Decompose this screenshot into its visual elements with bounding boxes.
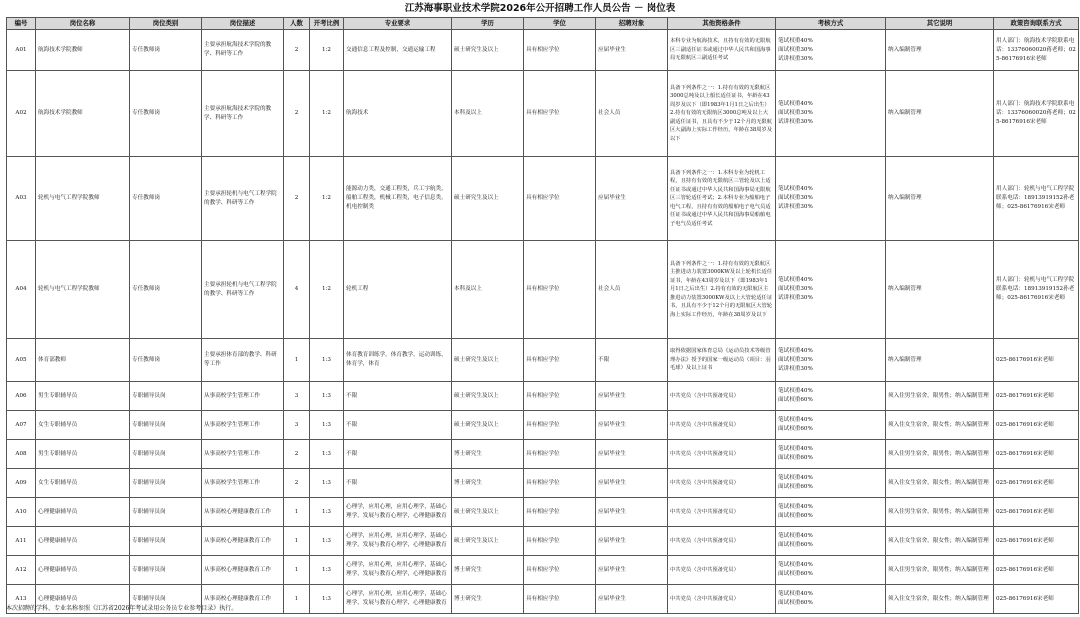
cell-name: 女生专职辅导员 [36, 411, 130, 440]
cell-target: 应届毕业生 [596, 30, 668, 71]
cell-note: 须入住男生宿舍，限男性；纳入编制管理 [886, 556, 994, 585]
cell-exam: 笔试权重40% 面试权重60% [776, 498, 886, 527]
cell-name: 心理健康辅导员 [36, 527, 130, 556]
cell-desc: 主要承担体育部的教学、科研等工作 [202, 339, 284, 382]
cell-other: 中共党员（含中共预备党员） [668, 411, 776, 440]
cell-degree: 具有相应学位 [524, 527, 596, 556]
cell-note: 纳入编制管理 [886, 157, 994, 241]
cell-edu: 硕士研究生及以上 [452, 157, 524, 241]
cell-contact: 025-86176916宋老师 [994, 527, 1079, 556]
cell-id: A01 [7, 30, 36, 71]
column-header: 其他资格条件 [668, 18, 776, 30]
cell-id: A02 [7, 71, 36, 157]
cell-major: 不限 [344, 440, 452, 469]
column-header: 其它说明 [886, 18, 994, 30]
cell-other: 中共党员（含中共预备党员） [668, 469, 776, 498]
cell-other: 取得依据国家体育总局《运动员技术等级管理办法》授予的国家一级运动员（项目：羽毛球）及以上证书 [668, 339, 776, 382]
cell-target: 应届毕业生 [596, 585, 668, 614]
cell-exam: 笔试权重40% 面试权重60% [776, 469, 886, 498]
column-header: 专业要求 [344, 18, 452, 30]
cell-edu: 硕士研究生及以上 [452, 339, 524, 382]
cell-desc: 从事高校学生管理工作 [202, 382, 284, 411]
table-row [7, 241, 1079, 339]
cell-contact: 025-86176916宋老师 [994, 411, 1079, 440]
cell-id: A10 [7, 498, 36, 527]
cell-category: 专职辅导员岗 [130, 527, 202, 556]
cell-degree: 具有相应学位 [524, 241, 596, 339]
table-row [7, 339, 1079, 382]
cell-exam: 笔试权重40% 面试权重60% [776, 382, 886, 411]
cell-edu: 博士研究生 [452, 585, 524, 614]
cell-other: 具备下列条件之一：1.持有有效的无限航区主推进动力装置3000KW及以上轮机长适任证书，年龄在43周岁及以下（即1983年1月1日之后出生）2.持有有效的无限航区主推进动力装置3000KW及以上大管轮适任证书，且具有不少于12个月的无限航区大管轮海上实际工作经历，年龄在38周岁及以下 [668, 241, 776, 339]
cell-count: 1 [284, 339, 310, 382]
cell-contact: 025-86176916宋老师 [994, 382, 1079, 411]
cell-target: 社会人员 [596, 241, 668, 339]
cell-major: 能源动力类，交通工程类，兵工字航类，船舶工程类，机械工程类，电子信息类，机电控制类 [344, 157, 452, 241]
cell-contact: 025-86176916宋老师 [994, 339, 1079, 382]
column-header: 岗位描述 [202, 18, 284, 30]
cell-note: 纳入编制管理 [886, 339, 994, 382]
table-body [7, 30, 1079, 614]
cell-name: 女生专职辅导员 [36, 469, 130, 498]
cell-category: 专任教师岗 [130, 157, 202, 241]
column-header: 编号 [7, 18, 36, 30]
cell-id: A13 [7, 585, 36, 614]
cell-count: 2 [284, 30, 310, 71]
cell-id: A07 [7, 411, 36, 440]
cell-contact: 用人部门：轮机与电气工程学院联系电话：18913919152孙老师；025-86176916宋老师 [994, 241, 1079, 339]
page-title: 江苏海事职业技术学院2026年公开招聘工作人员公告 － 岗位表 [404, 3, 676, 14]
cell-note: 纳入编制管理 [886, 71, 994, 157]
cell-major: 心理学，应用心理，应用心理学，基础心理学，发展与教育心理学，心理健康教育 [344, 527, 452, 556]
cell-edu: 博士研究生 [452, 556, 524, 585]
cell-category: 专任教师岗 [130, 241, 202, 339]
cell-exam: 笔试权重40% 面试权重60% [776, 440, 886, 469]
cell-target: 不限 [596, 339, 668, 382]
cell-degree: 具有相应学位 [524, 440, 596, 469]
cell-note: 须入住女生宿舍，限女性；纳入编制管理 [886, 469, 994, 498]
job-positions-table [6, 17, 1079, 614]
cell-count: 1 [284, 527, 310, 556]
column-header: 人数 [284, 18, 310, 30]
cell-ratio: 1:3 [310, 339, 344, 382]
cell-target: 应届毕业生 [596, 440, 668, 469]
table-row [7, 440, 1079, 469]
cell-edu: 硕士研究生及以上 [452, 527, 524, 556]
cell-target: 应届毕业生 [596, 157, 668, 241]
cell-name: 心理健康辅导员 [36, 585, 130, 614]
cell-exam: 笔试权重40% 面试权重30% 试讲权重30% [776, 71, 886, 157]
cell-contact: 用人部门：航海技术学院联系电话：13376060020蒋老师；025-86176916宋老师 [994, 71, 1079, 157]
cell-ratio: 1:3 [310, 411, 344, 440]
cell-count: 2 [284, 469, 310, 498]
cell-ratio: 1:2 [310, 241, 344, 339]
cell-exam: 笔试权重40% 面试权重30% 试讲权重30% [776, 241, 886, 339]
cell-edu: 博士研究生 [452, 469, 524, 498]
cell-name: 男生专职辅导员 [36, 382, 130, 411]
cell-category: 专职辅导员岗 [130, 556, 202, 585]
cell-id: A04 [7, 241, 36, 339]
cell-id: A09 [7, 469, 36, 498]
cell-name: 体育部教师 [36, 339, 130, 382]
cell-category: 专任教师岗 [130, 71, 202, 157]
cell-contact: 025-86176916宋老师 [994, 585, 1079, 614]
cell-category: 专职辅导员岗 [130, 411, 202, 440]
cell-count: 1 [284, 556, 310, 585]
cell-note: 纳入编制管理 [886, 241, 994, 339]
cell-note: 须入住女生宿舍，限女性；纳入编制管理 [886, 411, 994, 440]
cell-desc: 从事高校心理健康教育工作 [202, 527, 284, 556]
cell-target: 应届毕业生 [596, 469, 668, 498]
cell-ratio: 1:3 [310, 498, 344, 527]
cell-ratio: 1:2 [310, 71, 344, 157]
column-header: 学位 [524, 18, 596, 30]
cell-target: 应届毕业生 [596, 527, 668, 556]
cell-count: 2 [284, 440, 310, 469]
cell-count: 2 [284, 157, 310, 241]
cell-exam: 笔试权重40% 面试权重60% [776, 411, 886, 440]
table-row [7, 71, 1079, 157]
cell-exam: 笔试权重40% 面试权重60% [776, 556, 886, 585]
cell-ratio: 1:3 [310, 556, 344, 585]
cell-desc: 主要承担航海技术学院的教学、科研等工作 [202, 30, 284, 71]
cell-desc: 从事高校学生管理工作 [202, 469, 284, 498]
cell-edu: 硕士研究生及以上 [452, 382, 524, 411]
column-header: 招聘对象 [596, 18, 668, 30]
cell-ratio: 1:3 [310, 527, 344, 556]
cell-major: 心理学，应用心理，应用心理学，基础心理学，发展与教育心理学，心理健康教育 [344, 556, 452, 585]
cell-ratio: 1:3 [310, 585, 344, 614]
cell-exam: 笔试权重40% 面试权重60% [776, 527, 886, 556]
cell-count: 3 [284, 411, 310, 440]
cell-edu: 硕士研究生及以上 [452, 30, 524, 71]
column-header: 岗位名称 [36, 18, 130, 30]
cell-degree: 具有相应学位 [524, 157, 596, 241]
cell-major: 心理学，应用心理，应用心理学，基础心理学，发展与教育心理学，心理健康教育 [344, 498, 452, 527]
cell-major: 体育教育训练学，体育教学，运动训练，体育学，体育 [344, 339, 452, 382]
cell-category: 专职辅导员岗 [130, 469, 202, 498]
cell-degree: 具有相应学位 [524, 556, 596, 585]
table-row [7, 498, 1079, 527]
column-header: 学历 [452, 18, 524, 30]
cell-name: 心理健康辅导员 [36, 556, 130, 585]
cell-degree: 具有相应学位 [524, 585, 596, 614]
cell-other: 中共党员（含中共预备党员） [668, 498, 776, 527]
cell-desc: 从事高校心理健康教育工作 [202, 498, 284, 527]
cell-other: 中共党员（含中共预备党员） [668, 585, 776, 614]
cell-exam: 笔试权重40% 面试权重30% 试讲权重30% [776, 157, 886, 241]
cell-other: 具备下列条件之一：1.持有有效的无限航区3000总吨及以上船长适任证书，年龄在43周岁及以下（即1983年1月1日之后出生）2.持有有效的无限航区3000总吨及以上大副适任证书，且具有不少于12个月的无限航区大副海上实际工作经历，年龄在38周岁及以下 [668, 71, 776, 157]
cell-note: 须入住男生宿舍，限男性；纳入编制管理 [886, 440, 994, 469]
cell-edu: 硕士研究生及以上 [452, 498, 524, 527]
cell-count: 1 [284, 498, 310, 527]
cell-edu: 本科及以上 [452, 241, 524, 339]
cell-desc: 从事高校学生管理工作 [202, 440, 284, 469]
cell-exam: 笔试权重40% 面试权重60% [776, 585, 886, 614]
cell-name: 轮机与电气工程学院教师 [36, 157, 130, 241]
cell-id: A06 [7, 382, 36, 411]
cell-target: 应届毕业生 [596, 382, 668, 411]
cell-category: 专任教师岗 [130, 339, 202, 382]
cell-degree: 具有相应学位 [524, 498, 596, 527]
cell-edu: 本科及以上 [452, 71, 524, 157]
cell-name: 轮机与电气工程学院教师 [36, 241, 130, 339]
cell-count: 4 [284, 241, 310, 339]
table-row [7, 382, 1079, 411]
cell-name: 航海技术学院教师 [36, 71, 130, 157]
cell-degree: 具有相应学位 [524, 469, 596, 498]
cell-contact: 025-86176916宋老师 [994, 469, 1079, 498]
cell-count: 3 [284, 382, 310, 411]
cell-id: A05 [7, 339, 36, 382]
cell-note: 须入住男生宿舍，限男性；纳入编制管理 [886, 382, 994, 411]
cell-other: 中共党员（含中共预备党员） [668, 556, 776, 585]
cell-edu: 硕士研究生及以上 [452, 411, 524, 440]
cell-target: 应届毕业生 [596, 556, 668, 585]
cell-category: 专任教师岗 [130, 30, 202, 71]
table-header-row [7, 18, 1079, 30]
cell-note: 纳入编制管理 [886, 30, 994, 71]
cell-ratio: 1:2 [310, 157, 344, 241]
cell-degree: 具有相应学位 [524, 382, 596, 411]
cell-contact: 用人部门：航海技术学院联系电话：13376060020蒋老师；025-86176916宋老师 [994, 30, 1079, 71]
cell-contact: 025-86176916宋老师 [994, 556, 1079, 585]
column-header: 考核方式 [776, 18, 886, 30]
cell-count: 1 [284, 585, 310, 614]
cell-category: 专职辅导员岗 [130, 440, 202, 469]
cell-contact: 025-86176916宋老师 [994, 440, 1079, 469]
cell-name: 心理健康辅导员 [36, 498, 130, 527]
table-row [7, 157, 1079, 241]
cell-id: A08 [7, 440, 36, 469]
cell-category: 专职辅导员岗 [130, 498, 202, 527]
cell-category: 专职辅导员岗 [130, 585, 202, 614]
cell-id: A11 [7, 527, 36, 556]
cell-note: 须入住女生宿舍，限女性；纳入编制管理 [886, 585, 994, 614]
column-header: 政策咨询联系方式 [994, 18, 1079, 30]
cell-major: 交通信息工程及控制，交通运输工程 [344, 30, 452, 71]
table-row [7, 411, 1079, 440]
cell-target: 社会人员 [596, 71, 668, 157]
cell-name: 男生专职辅导员 [36, 440, 130, 469]
table-row [7, 30, 1079, 71]
column-header: 岗位类别 [130, 18, 202, 30]
cell-name: 航海技术学院教师 [36, 30, 130, 71]
cell-ratio: 1:2 [310, 30, 344, 71]
table-row [7, 556, 1079, 585]
cell-edu: 博士研究生 [452, 440, 524, 469]
cell-degree: 具有相应学位 [524, 30, 596, 71]
cell-count: 2 [284, 71, 310, 157]
cell-desc: 主要承担轮机与电气工程学院的教学、科研等工作 [202, 157, 284, 241]
cell-desc: 从事高校心理健康教育工作 [202, 556, 284, 585]
cell-other: 中共党员（含中共预备党员） [668, 527, 776, 556]
cell-ratio: 1:3 [310, 440, 344, 469]
cell-major: 心理学，应用心理，应用心理学，基础心理学，发展与教育心理学，心理健康教育 [344, 585, 452, 614]
cell-other: 具备下列条件之一：1.本科专业为轮机工程，且持有有效的无限航区三管轮及以上适任证书或通过中华人民共和国海事局无限航区三管轮适任考试；2.本科专业为船舶电子电气工程，且持有有效的船舶电子电气员适任证书或通过中华人民共和国海事局船舶电子电气员适任考试 [668, 157, 776, 241]
cell-ratio: 1:3 [310, 469, 344, 498]
footnote: 本次招聘的学科、专业名称参照《江苏省2026年考试录用公务员专业参考目录》执行。 [6, 605, 238, 612]
cell-degree: 具有相应学位 [524, 411, 596, 440]
cell-major: 不限 [344, 469, 452, 498]
cell-other: 中共党员（含中共预备党员） [668, 440, 776, 469]
cell-contact: 用人部门：轮机与电气工程学院联系电话：18913919152孙老师；025-86176916宋老师 [994, 157, 1079, 241]
cell-degree: 具有相应学位 [524, 339, 596, 382]
cell-exam: 笔试权重40% 面试权重30% 试讲权重30% [776, 30, 886, 71]
cell-degree: 具有相应学位 [524, 71, 596, 157]
cell-id: A03 [7, 157, 36, 241]
column-header: 开考比例 [310, 18, 344, 30]
cell-major: 不限 [344, 411, 452, 440]
cell-exam: 笔试权重40% 面试权重30% 试讲权重30% [776, 339, 886, 382]
table-row [7, 527, 1079, 556]
cell-desc: 主要承担轮机与电气工程学院的教学、科研等工作 [202, 241, 284, 339]
cell-ratio: 1:3 [310, 382, 344, 411]
cell-note: 须入住女生宿舍，限女性；纳入编制管理 [886, 527, 994, 556]
table-row [7, 469, 1079, 498]
cell-contact: 025-86176916宋老师 [994, 498, 1079, 527]
cell-desc: 主要承担航海技术学院的教学、科研等工作 [202, 71, 284, 157]
cell-target: 应届毕业生 [596, 498, 668, 527]
cell-id: A12 [7, 556, 36, 585]
cell-major: 轮机工程 [344, 241, 452, 339]
cell-target: 应届毕业生 [596, 411, 668, 440]
cell-desc: 从事高校学生管理工作 [202, 411, 284, 440]
cell-category: 专职辅导员岗 [130, 382, 202, 411]
cell-major: 航海技术 [344, 71, 452, 157]
cell-note: 须入住男生宿舍，限男性；纳入编制管理 [886, 498, 994, 527]
cell-other: 本科专业为航海技术，且持有有效的无限航区三副适任证书或通过中华人民共和国海事局无限航区三副适任考试 [668, 30, 776, 71]
cell-major: 不限 [344, 382, 452, 411]
cell-other: 中共党员（含中共预备党员） [668, 382, 776, 411]
cell-desc: 从事高校心理健康教育工作 [202, 585, 284, 614]
